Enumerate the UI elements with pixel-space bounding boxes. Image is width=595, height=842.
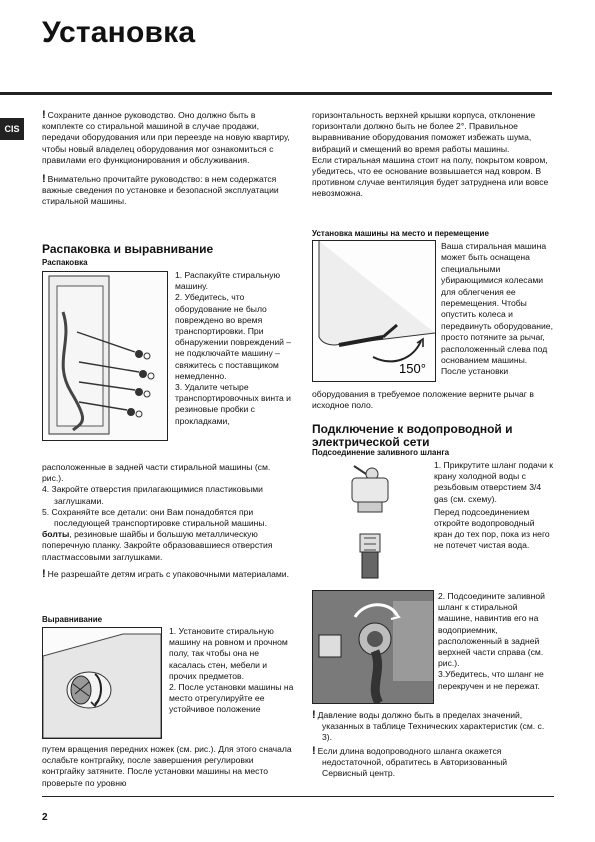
section-tag: CIS	[0, 118, 24, 140]
unpack-continued	[42, 462, 294, 580]
wheels-lever-illustration	[313, 241, 435, 381]
warn-kids: Не разрешайте детям играть с упаковочными материалами.	[47, 568, 289, 579]
placement-continued: оборудования в требуемое положение верните рычаг в исходное поло.	[312, 389, 534, 411]
right-warnings	[312, 710, 554, 779]
intro-text-1: Сохраните данное руководство. Оно должно быть в комплекте со стиральной машиной в случае продажи, передачи оборудования или при переезде на новую квартиру, чтобы новый владелец оборудования мог ознакомиться с правилами его функционирования и обслуживания.	[42, 110, 290, 165]
page-title: Установка	[42, 16, 196, 49]
bolts-bold: болты	[42, 529, 70, 540]
hose-subheading: Подсоединение заливного шланга	[312, 448, 450, 457]
footer-rule	[42, 796, 554, 797]
placement-text: Ваша стиральная машина может быть оснащена специальными убирающимися колесами для облегчения ее перемещения. Чтобы опустить колеса и передвинуть оборудование, просто потяните за рычаг, расположенный слева под основанием машины. После установки	[441, 241, 553, 377]
unpack-cont-text: расположенные в задней части стиральной машины (см. рис.).	[42, 462, 271, 484]
page-number: 2	[42, 812, 48, 823]
exclamation-icon: !	[42, 109, 46, 121]
exclamation-icon: !	[42, 567, 46, 580]
angle-label: 150°	[399, 361, 426, 376]
step-5: 5. Сохраняйте все детали: они Вам понадобятся при последующей транспортировке стиральной машины.	[42, 506, 267, 529]
hose1b-text: Перед подсоединением откройте водопроводный кран до тех пор, пока из него не потечет чистая вода.	[434, 506, 550, 551]
leveling-foot-illustration	[43, 628, 161, 738]
level-subheading: Выравнивание	[42, 615, 103, 624]
exclamation-icon: !	[312, 744, 316, 757]
step-4: 4. Закройте отверстия прилагающимися пластиковыми заглушками.	[42, 484, 263, 506]
unpack-steps: 1. Распакуйте стиральную машину. 2. Убедитесь, что оборудование не было повреждено во время транспортировки. При обнаружении повреждений – не подключайте машину – свяжитесь с поставщиком немедленно. 3. Удалите четыре транспортировочных винта и резиновые пробки с прокладками,	[175, 270, 292, 426]
unpack-subheading: Распаковка	[42, 258, 88, 267]
hose-step-1	[434, 460, 554, 552]
unpack-figure	[42, 271, 168, 441]
exclamation-icon: !	[42, 173, 46, 186]
intro-block	[42, 110, 294, 208]
bolts-text: , резиновые шайбы и большую металлическую поперечную планку. Закройте образовавшиеся отверстия пластмассовыми заглушками.	[42, 529, 273, 562]
level-continued: путем вращения передних ножек (см. рис.). Для этого сначала ослабьте контргайку, после завершения регулировки контргайку затяните. После установки машины на место проверьте по уровню	[42, 744, 292, 788]
tap-figure	[316, 460, 426, 580]
unpack-heading: Распаковка и выравнивание	[42, 242, 214, 256]
right-top-text: горизонтальность верхней крышки корпуса, отклонение горизонтали должно быть не более 2°. Правильное выравнивание оборудования поможет избежать шума, вибраций и смещений во время работы машины. Если стиральная машина стоит на полу, покрытом ковром, убедитесь, что ее основание возвышается над ковром. В противном случае вентиляция будет затруднена или вовсе невозможна.	[312, 110, 549, 199]
wheels-figure	[312, 240, 436, 382]
hose-step-2: 2. Подсоедините заливной шланг к стиральной машине, навинтив его на водоприемник, расположенный в задней верхней части справа (см. рис.). 3.Убедитесь, что шланг не перекручен и не пережат.	[438, 591, 545, 691]
header-rule	[0, 92, 552, 95]
intro-text-2: Внимательно прочитайте руководство: в нем содержатся важные сведения по установке и безопасной эксплуатации стиральной машины.	[42, 174, 279, 207]
leveling-figure	[42, 627, 162, 739]
placement-subheading: Установка машины на место и перемещение	[312, 229, 489, 238]
inlet-connection-illustration	[313, 591, 433, 703]
inlet-figure	[312, 590, 434, 704]
connect-heading: Подключение к водопроводной и электрической сети	[312, 422, 513, 449]
rear-panel-illustration	[43, 272, 167, 440]
warn-pressure: Давление воды должно быть в пределах значений, указанных в таблице Технических характеристик (см. с. 3).	[317, 710, 545, 743]
warn-length: Если длина водопроводного шланга окажется недостаточной, обратитесь в Авторизованный Сервисный центр.	[317, 745, 508, 779]
tap-hose-illustration	[316, 460, 426, 580]
exclamation-icon: !	[312, 709, 316, 721]
level-steps: 1. Установите стиральную машину на ровном и прочном полу, так чтобы она не касалась стен, мебели и прочих предметов. 2. После установки машины на место отрегулируйте ее устойчивое положение	[169, 626, 294, 715]
hose1-text: 1. Прикрутите шланг подачи к крану холодной воды с резьбовым отверстием 3/4 gas (см. схему).	[434, 460, 554, 504]
